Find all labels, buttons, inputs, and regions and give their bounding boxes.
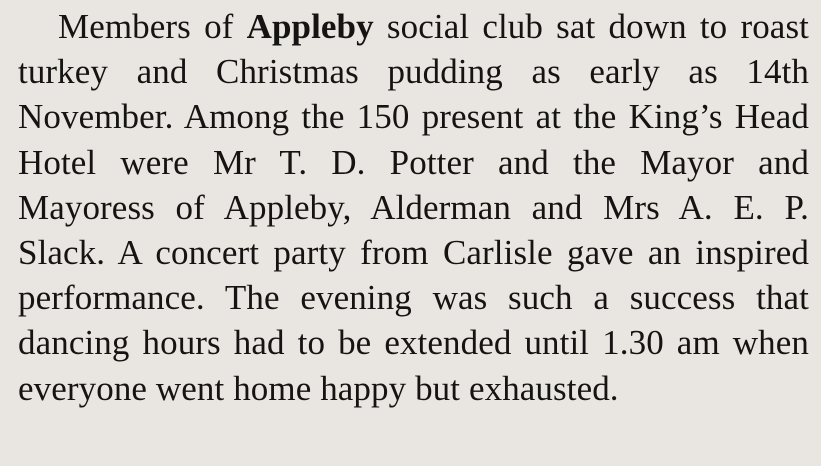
article-bold-place-name: Appleby bbox=[246, 7, 374, 46]
article-text-lead: Members of bbox=[58, 7, 247, 46]
article-paragraph bbox=[18, 4, 809, 411]
article-text-body: social club sat down to roast turkey and Christmas pudding as early as 14th November. Among the 150 present at the King’s Head Hotel were Mr T. D. Potter and the Mayor and Mayoress of Appleby, Alderman and Mrs A. E. P. Slack. A concert party from Carlisle gave an inspired performance. The evening was such a success that dancing hours had to be extended until 1.30 am when everyone went home happy but exhausted. bbox=[18, 7, 809, 408]
